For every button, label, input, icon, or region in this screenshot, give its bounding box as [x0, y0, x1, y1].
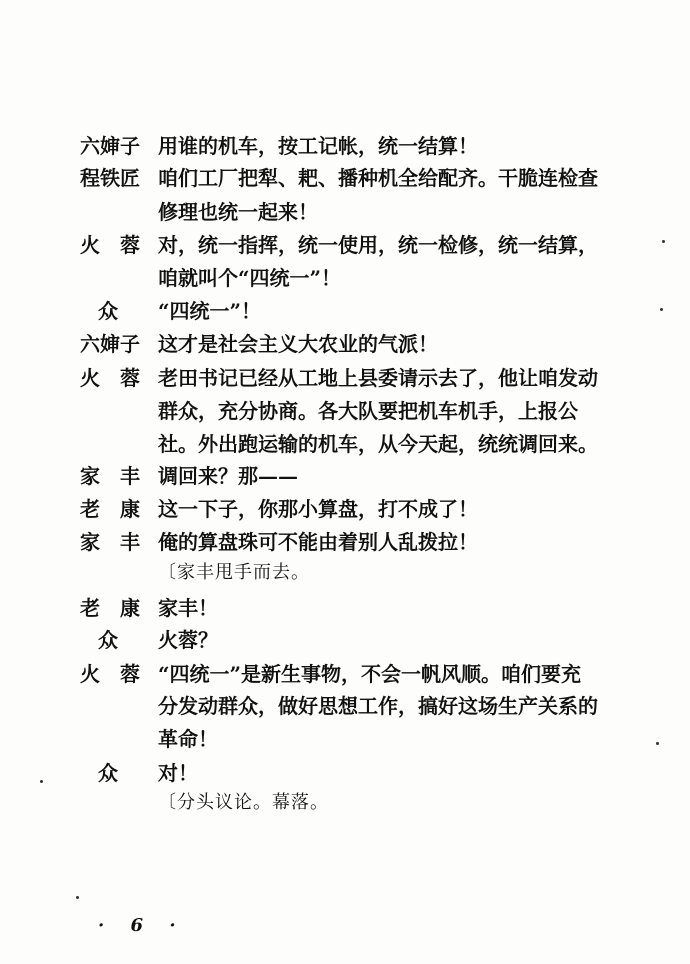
- dialogue-text: 家丰！: [158, 596, 218, 620]
- dialogue-text: 俺的算盘珠可不能由着别人乱拨拉！: [158, 530, 478, 554]
- dialogue-text: 调回来？那——: [158, 464, 298, 488]
- dialogue-text: 分发动群众，做好思想工作，搞好这场生产关系的: [158, 694, 598, 718]
- speaker: 火 蓉: [80, 366, 140, 390]
- dialogue-text: 咱们工厂把犁、耙、播种机全给配齐。干脆连检查: [158, 166, 598, 190]
- speaker: 六婶子: [80, 332, 140, 356]
- speaker: 老 康: [80, 596, 140, 620]
- dialogue-text: “四统一”！: [158, 299, 262, 323]
- dialogue-text: 社。外出跑运输的机车，从今天起，统统调回来。: [158, 432, 598, 456]
- stage-direction: 〔分头议论。幕落。: [158, 792, 329, 813]
- speaker: 火 蓉: [80, 233, 140, 257]
- dialogue-text: 火蓉？: [158, 628, 218, 652]
- stage-direction: 〔家丰甩手而去。: [158, 562, 310, 583]
- speaker: 六婶子: [80, 134, 140, 158]
- dialogue-text: 群众，充分协商。各大队要把机车机手，上报公: [158, 399, 578, 423]
- dialogue-text: 这才是社会主义大农业的气派！: [158, 332, 438, 356]
- scan-speck: [656, 742, 659, 745]
- page-number: · 6 ·: [98, 915, 186, 936]
- scan-speck: [662, 240, 665, 243]
- dialogue-text: 老田书记已经从工地上县委请示去了，他让咱发动: [158, 366, 598, 390]
- speaker: 家 丰: [80, 530, 140, 554]
- dialogue-text: 修理也统一起来！: [158, 200, 318, 224]
- speaker: 程铁匠: [80, 166, 140, 190]
- dialogue-text: “四统一”是新生事物，不会一帆风顺。咱们要充: [158, 662, 582, 686]
- speaker: 老 康: [80, 497, 140, 521]
- dialogue-text: 对！: [158, 761, 198, 785]
- speaker: 家 丰: [80, 464, 140, 488]
- dialogue-text: 对，统一指挥，统一使用，统一检修，统一结算，: [158, 233, 598, 257]
- dialogue-text: 革命！: [158, 727, 218, 751]
- speaker: 众: [98, 761, 118, 785]
- dialogue-text: 用谁的机车，按工记帐，统一结算！: [158, 134, 478, 158]
- dialogue-text: 这一下子，你那小算盘，打不成了！: [158, 497, 478, 521]
- dialogue-text: 咱就叫个“四统一”！: [158, 266, 342, 290]
- scan-speck: [40, 780, 43, 783]
- scan-speck: [660, 308, 663, 311]
- scan-speck: [76, 896, 79, 899]
- speaker: 火 蓉: [80, 662, 140, 686]
- speaker: 众: [98, 299, 118, 323]
- speaker: 众: [98, 628, 118, 652]
